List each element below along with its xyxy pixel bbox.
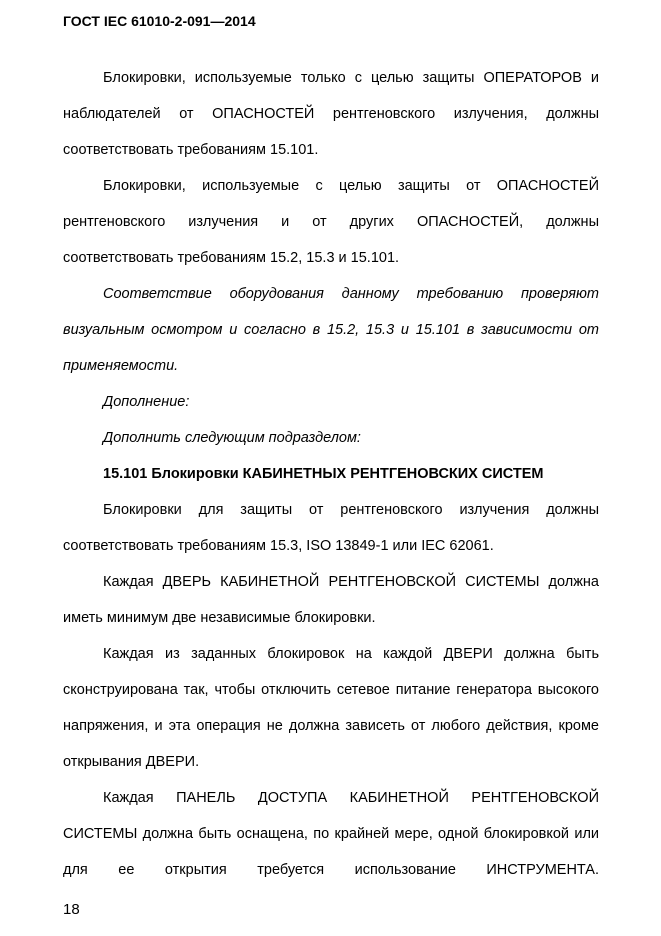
paragraph-door-interlocks: Каждая ДВЕРЬ КАБИНЕТНОЙ РЕНТГЕНОВСКОЙ СИСТЕМЫ должна иметь минимум две независимые блокировки. bbox=[63, 574, 599, 626]
paragraph-access-panel: Каждая ПАНЕЛЬ ДОСТУПА КАБИНЕТНОЙ РЕНТГЕНОВСКОЙ СИСТЕМЫ должна быть оснащена, по крайней мере, одной блокировкой или для ее открытия требуется использование ИНСТРУМЕНТА. bbox=[63, 790, 599, 878]
section-heading-15-101: 15.101 Блокировки КАБИНЕТНЫХ РЕНТГЕНОВСКИХ СИСТЕМ bbox=[103, 466, 544, 482]
page-number: 18 bbox=[63, 901, 80, 918]
paragraph-addition: Дополнение: bbox=[103, 394, 190, 410]
document-body bbox=[63, 60, 599, 888]
document-header: ГОСТ IEC 61010-2-091—2014 bbox=[63, 13, 256, 29]
paragraph-compliance-check: Соответствие оборудования данному требованию проверяют визуальным осмотром и согласно в 15.2, 15.3 и 15.101 в зависимости от применяемости. bbox=[63, 286, 599, 374]
paragraph-xray-interlock-requirements: Блокировки для защиты от рентгеновского излучения должны соответствовать требованиям 15.3, ISO 13849-1 или IEC 62061. bbox=[63, 502, 599, 554]
paragraph-door-interlock-design: Каждая из заданных блокировок на каждой ДВЕРИ должна быть сконструирована так, чтобы отключить сетевое питание генератора высокого напряжения, и эта операция не должна зависеть от любого действия, кроме открывания ДВЕРИ. bbox=[63, 646, 599, 770]
paragraph-interlocks-other-hazards: Блокировки, используемые с целью защиты от ОПАСНОСТЕЙ рентгеновского излучения и от других ОПАСНОСТЕЙ, должны соответствовать требованиям 15.2, 15.3 и 15.101. bbox=[63, 178, 599, 266]
paragraph-add-subsection: Дополнить следующим подразделом: bbox=[103, 430, 361, 446]
paragraph-interlocks-operators: Блокировки, используемые только с целью защиты ОПЕРАТОРОВ и наблюдателей от ОПАСНОСТЕЙ рентгеновского излучения, должны соответствовать требованиям 15.101. bbox=[63, 70, 599, 158]
